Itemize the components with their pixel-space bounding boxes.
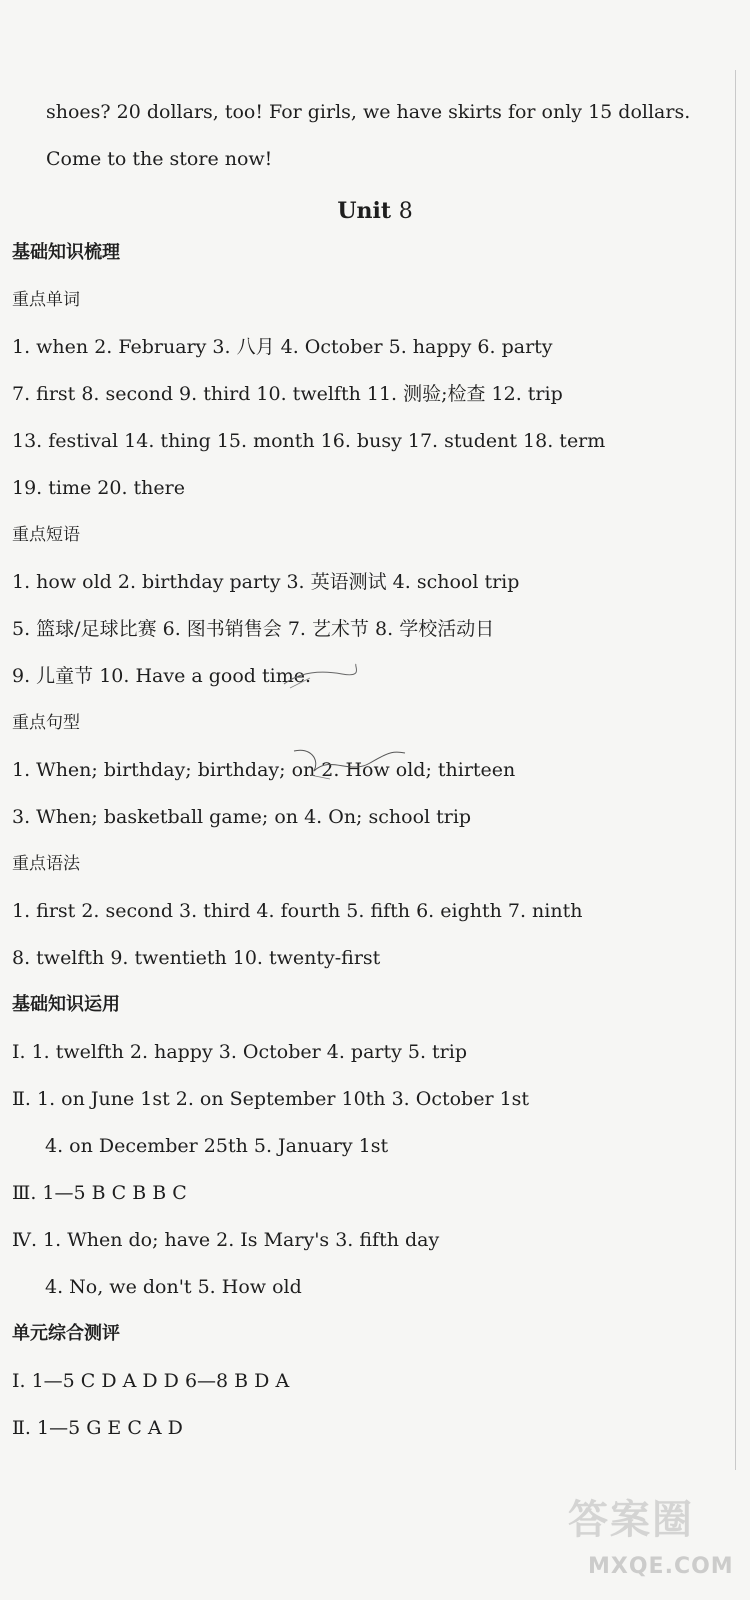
key-sentences-line-1: 1. When; birthday; birthday; on 2. How old; thirteen xyxy=(12,759,516,781)
key-words-line-2: 7. first 8. second 9. third 10. twelfth 11. 测验;检查 12. trip xyxy=(12,383,563,405)
subheading-key-grammar: 重点语法 xyxy=(12,854,80,874)
key-words-line-4: 19. time 20. there xyxy=(12,477,185,499)
subheading-key-words: 重点单词 xyxy=(12,290,80,310)
watermark-text-url: MXQE.COM xyxy=(588,1554,734,1579)
pen-scribble-mark xyxy=(280,662,360,692)
unit-test-line-2: Ⅱ. 1—5 G E C A D xyxy=(12,1417,183,1439)
key-words-line-3: 13. festival 14. thing 15. month 16. busy 17. student 18. term xyxy=(12,430,606,452)
watermark-text-main: 答案圈 xyxy=(568,1497,694,1543)
key-phrases-line-3: 9. 儿童节 10. Have a good time. xyxy=(12,665,311,687)
key-grammar-line-2: 8. twelfth 9. twentieth 10. twenty-first xyxy=(12,947,381,969)
unit-title xyxy=(0,197,750,226)
subheading-key-sentences: 重点句型 xyxy=(12,713,80,733)
unit-label: Unit xyxy=(337,198,392,224)
intro-line-2: Come to the store now! xyxy=(46,148,273,170)
section-heading-unit-test: 单元综合测评 xyxy=(12,1323,120,1344)
key-sentences-line-2: 3. When; basketball game; on 4. On; school trip xyxy=(12,806,472,828)
application-line-3: 4. on December 25th 5. January 1st xyxy=(45,1135,389,1157)
intro-line-1: shoes? 20 dollars, too! For girls, we have skirts for only 15 dollars. xyxy=(46,101,691,123)
application-line-5: Ⅳ. 1. When do; have 2. Is Mary's 3. fifth day xyxy=(12,1229,440,1251)
application-line-6: 4. No, we don't 5. How old xyxy=(45,1276,302,1298)
pen-scribble-mark-2 xyxy=(290,745,410,785)
unit-number: 8 xyxy=(398,199,413,224)
key-phrases-line-2: 5. 篮球/足球比赛 6. 图书销售会 7. 艺术节 8. 学校活动日 xyxy=(12,618,495,640)
subheading-key-phrases: 重点短语 xyxy=(12,525,80,545)
key-words-line-1: 1. when 2. February 3. 八月 4. October 5. happy 6. party xyxy=(12,336,553,358)
application-line-4: Ⅲ. 1—5 B C B B C xyxy=(12,1182,187,1204)
watermark-logo xyxy=(568,1480,743,1590)
application-line-2: Ⅱ. 1. on June 1st 2. on September 10th 3. October 1st xyxy=(12,1088,530,1110)
application-line-1: Ⅰ. 1. twelfth 2. happy 3. October 4. party 5. trip xyxy=(12,1041,468,1063)
section-heading-basic-application: 基础知识运用 xyxy=(12,994,120,1015)
section-heading-basic-review: 基础知识梳理 xyxy=(12,242,120,263)
key-phrases-line-1: 1. how old 2. birthday party 3. 英语测试 4. school trip xyxy=(12,571,520,593)
right-margin-rule xyxy=(735,70,736,1470)
key-grammar-line-1: 1. first 2. second 3. third 4. fourth 5. fifth 6. eighth 7. ninth xyxy=(12,900,583,922)
unit-test-line-1: Ⅰ. 1—5 C D A D D 6—8 B D A xyxy=(12,1370,290,1392)
